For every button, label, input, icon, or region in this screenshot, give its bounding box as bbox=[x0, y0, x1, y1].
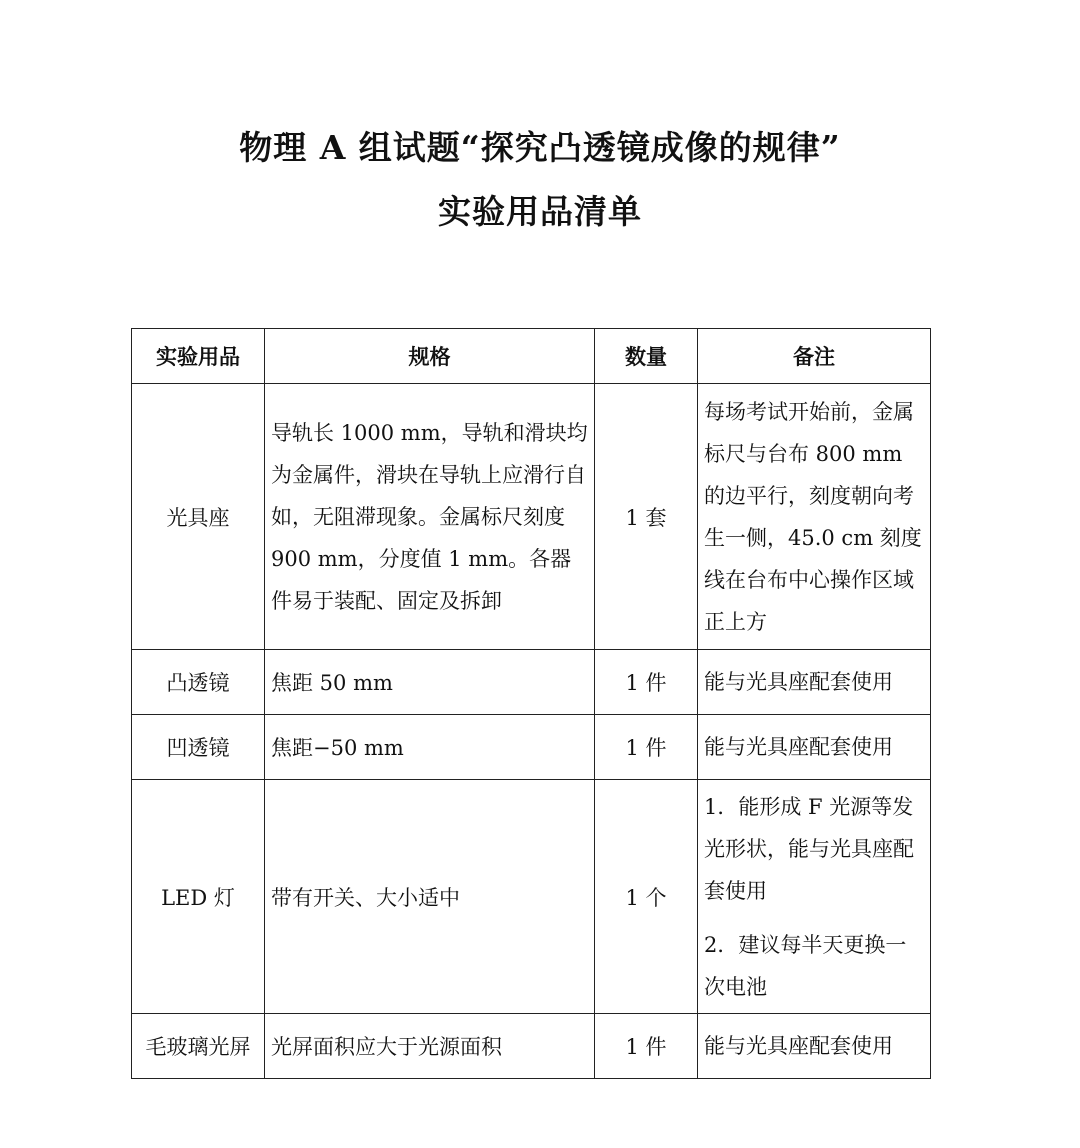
item-notes bbox=[698, 715, 931, 780]
table-row bbox=[132, 780, 931, 1014]
header-spec: 规格 bbox=[265, 329, 595, 384]
item-name: 凹透镜 bbox=[132, 715, 265, 780]
item-spec: 带有开关、大小适中 bbox=[265, 780, 595, 1014]
note-text: 能与光具座配套使用 bbox=[704, 670, 893, 694]
item-notes bbox=[698, 780, 931, 1014]
table-row bbox=[132, 715, 931, 780]
item-spec: 焦距 50 mm bbox=[265, 650, 595, 715]
note-text: 能与光具座配套使用 bbox=[704, 735, 893, 759]
table-row bbox=[132, 1014, 931, 1079]
item-quantity: 1 件 bbox=[595, 650, 698, 715]
item-name: 光具座 bbox=[132, 384, 265, 650]
document-subtitle: 实验用品清单 bbox=[438, 192, 642, 231]
item-notes bbox=[698, 1014, 931, 1079]
header-quantity: 数量 bbox=[595, 329, 698, 384]
table-header-row bbox=[132, 329, 931, 384]
table-row bbox=[132, 384, 931, 650]
item-notes bbox=[698, 650, 931, 715]
note-text: 能与光具座配套使用 bbox=[704, 1034, 893, 1058]
equipment-table bbox=[131, 328, 931, 1079]
item-spec: 光屏面积应大于光源面积 bbox=[265, 1014, 595, 1079]
note-text: 2．建议每半天更换一次电池 bbox=[704, 932, 907, 999]
note-text: 1．能形成 F 光源等发光形状，能与光具座配套使用 bbox=[704, 794, 914, 903]
item-name: LED 灯 bbox=[132, 780, 265, 1014]
item-name: 毛玻璃光屏 bbox=[132, 1014, 265, 1079]
item-notes bbox=[698, 384, 931, 650]
item-spec: 导轨长 1000 mm，导轨和滑块均为金属件，滑块在导轨上应滑行自如，无阻滞现象。金属标尺刻度 900 mm，分度值 1 mm。各器件易于装配、固定及拆卸 bbox=[265, 384, 595, 650]
table-row bbox=[132, 650, 931, 715]
document-title: 物理 A 组试题“探究凸透镜成像的规律” bbox=[239, 128, 841, 167]
item-quantity: 1 套 bbox=[595, 384, 698, 650]
header-notes: 备注 bbox=[698, 329, 931, 384]
item-quantity: 1 件 bbox=[595, 1014, 698, 1079]
item-quantity: 1 件 bbox=[595, 715, 698, 780]
note-text: 每场考试开始前，金属标尺与台布 800 mm 的边平行，刻度朝向考生一侧，45.0 cm 刻度线在台布中心操作区域正上方 bbox=[704, 399, 922, 634]
item-name: 凸透镜 bbox=[132, 650, 265, 715]
header-item: 实验用品 bbox=[132, 329, 265, 384]
item-quantity: 1 个 bbox=[595, 780, 698, 1014]
item-spec: 焦距−50 mm bbox=[265, 715, 595, 780]
